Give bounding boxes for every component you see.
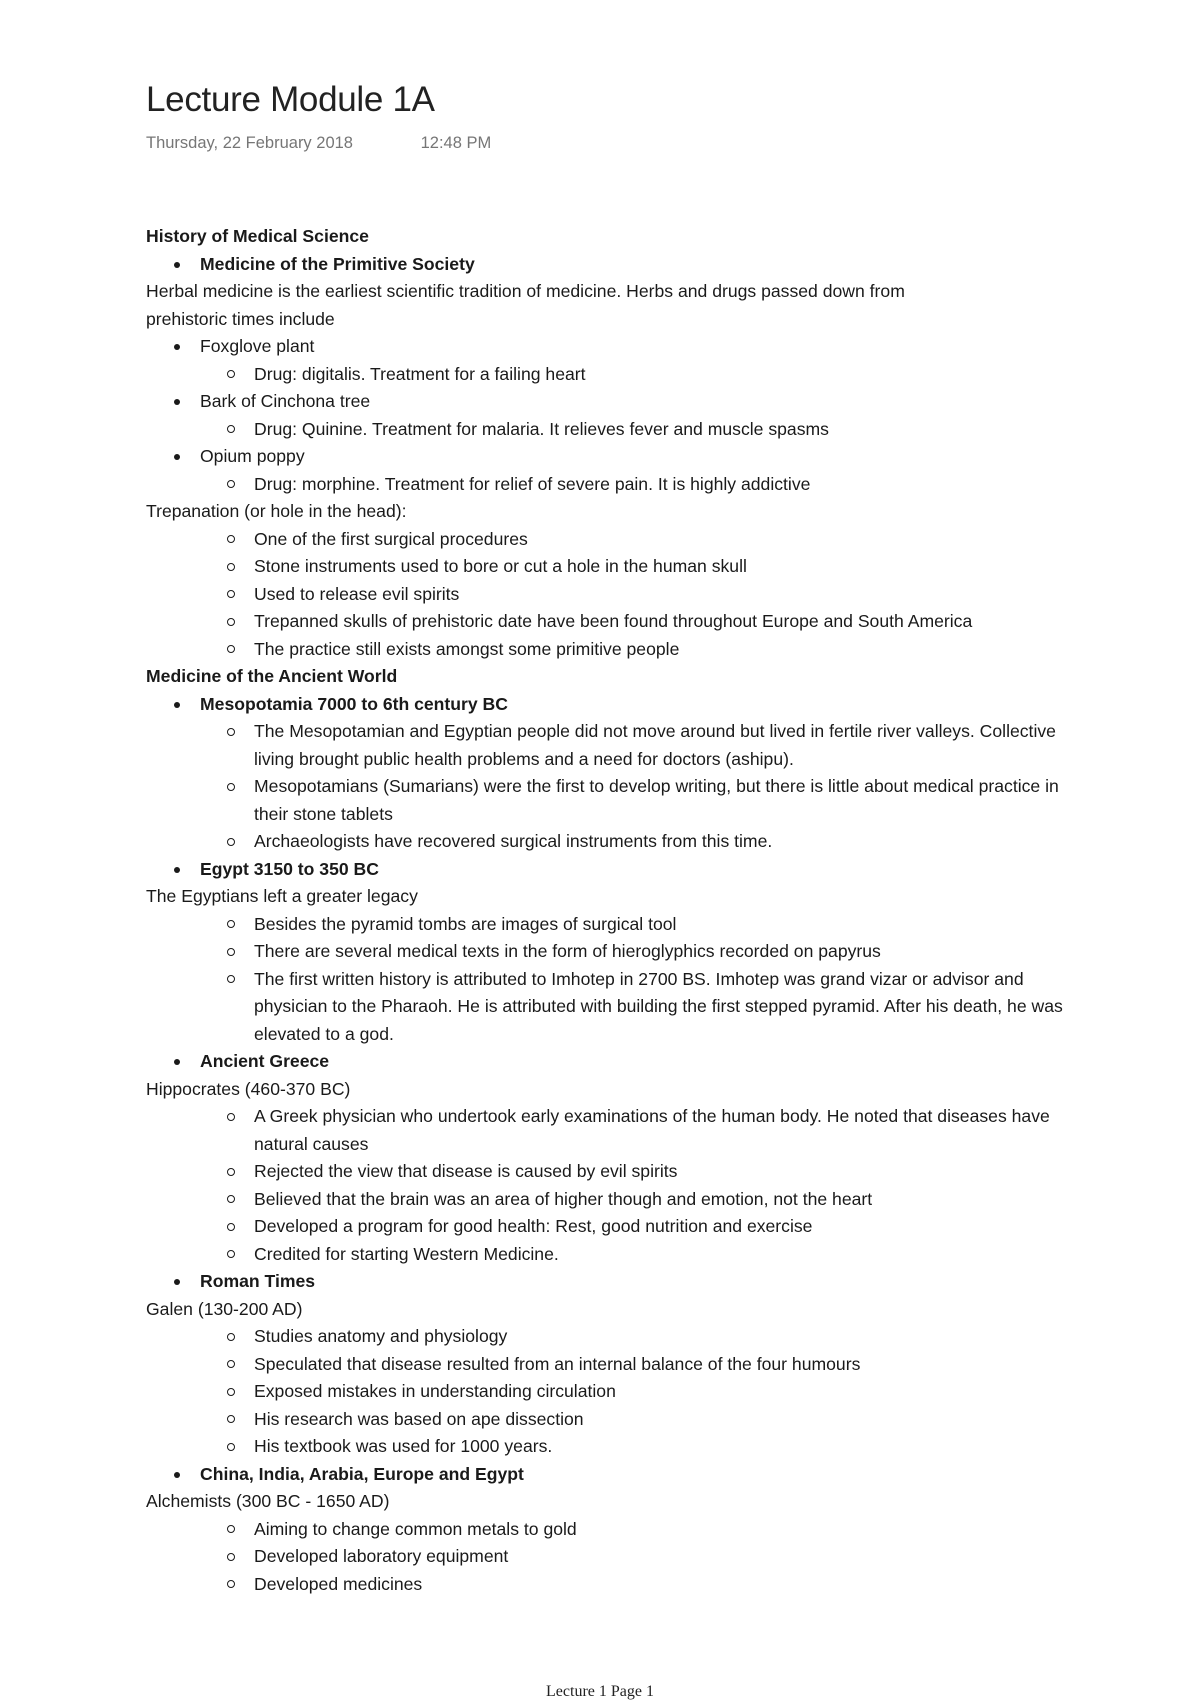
sub-bullet-item — [146, 1213, 1084, 1241]
line-text: prehistoric times include — [146, 308, 335, 329]
bullet-dot-icon — [174, 1059, 180, 1065]
sub-bullet-item — [146, 1571, 1084, 1599]
sub-bullet-item — [146, 911, 1084, 939]
line-text: Medicine of the Primitive Society — [200, 253, 475, 274]
bullet-circle-icon — [227, 783, 235, 791]
bullet-circle-icon — [227, 425, 235, 433]
line-text: The Egyptians left a greater legacy — [146, 886, 418, 906]
line-text: The first written history is attributed to Imhotep in 2700 BS. Imhotep was grand vizar or advisor and physician to the Pharaoh. He is attributed with building the first stepped pyramid. After his death, he was elevated to a god. — [254, 968, 1063, 1044]
bullet-circle-icon — [227, 1415, 235, 1423]
sub-bullet-item — [146, 416, 1084, 444]
bullet-circle-icon — [227, 948, 235, 956]
bullet-circle-icon — [227, 1195, 235, 1203]
line-text: There are several medical texts in the form of hieroglyphics recorded on papyrus — [254, 941, 881, 961]
page-time: 12:48 PM — [420, 134, 492, 152]
line-text: One of the first surgical procedures — [254, 528, 528, 549]
paragraph-line — [146, 306, 1076, 334]
sub-bullet-item — [146, 636, 1084, 664]
sub-bullet-item — [146, 718, 1084, 773]
sub-bullet-item — [146, 1241, 1084, 1269]
sub-bullet-item — [146, 1433, 1084, 1461]
bullet-circle-icon — [227, 1250, 235, 1258]
sub-bullet-item — [146, 773, 1084, 828]
bullet-circle-icon — [227, 1388, 235, 1396]
line-text: China, India, Arabia, Europe and Egypt — [200, 1463, 524, 1484]
bullet-dot-icon — [174, 1279, 180, 1285]
sub-bullet-item — [146, 1351, 1084, 1379]
bullet-circle-icon — [227, 480, 235, 488]
line-text: Credited for starting Western Medicine. — [254, 1243, 559, 1264]
note-body — [146, 223, 1076, 1598]
paragraph-line — [146, 1076, 1076, 1104]
line-text: History of Medical Science — [146, 226, 369, 246]
bullet-item — [146, 1268, 1076, 1296]
sub-bullet-item — [146, 581, 1084, 609]
line-text: Stone instruments used to bore or cut a hole in the human skull — [254, 556, 747, 576]
paragraph-line — [146, 223, 1076, 251]
bullet-circle-icon — [227, 728, 235, 736]
line-text: Bark of Cinchona tree — [200, 391, 371, 411]
line-text: Foxglove plant — [200, 336, 315, 356]
bullet-item — [146, 333, 1076, 361]
sub-bullet-item — [146, 1158, 1084, 1186]
line-text: Mesopotamia 7000 to 6th century BC — [200, 693, 508, 714]
page-footer: Lecture 1 Page 1 — [546, 1683, 654, 1700]
line-text: Drug: morphine. Treatment for relief of severe pain. It is highly addictive — [254, 473, 811, 494]
bullet-dot-icon — [174, 702, 180, 708]
bullet-item — [146, 443, 1076, 471]
sub-bullet-item — [146, 471, 1084, 499]
bullet-circle-icon — [227, 1168, 235, 1176]
line-text: Galen (130-200 AD) — [146, 1298, 303, 1319]
line-text: Studies anatomy and physiology — [254, 1326, 508, 1346]
sub-bullet-item — [146, 608, 1084, 636]
sub-bullet-item — [146, 553, 1084, 581]
line-text: The Mesopotamian and Egyptian people did not move around but lived in fertile river valleys. Collective living brought public health problems and a need for doctors (ashipu). — [254, 721, 1056, 769]
bullet-circle-icon — [227, 1113, 235, 1121]
bullet-dot-icon — [174, 399, 180, 405]
bullet-item — [146, 1461, 1076, 1489]
bullet-circle-icon — [227, 1580, 235, 1588]
sub-bullet-item — [146, 828, 1084, 856]
line-text: Aiming to change common metals to gold — [254, 1518, 577, 1539]
sub-bullet-item — [146, 966, 1084, 1049]
page-meta — [146, 132, 1076, 154]
sub-bullet-item — [146, 1323, 1084, 1351]
paragraph-line — [146, 498, 1076, 526]
paragraph-line — [146, 1296, 1076, 1324]
line-text: Opium poppy — [200, 446, 305, 466]
page-content — [146, 80, 1076, 1598]
line-text: Roman Times — [200, 1271, 316, 1291]
line-text: Alchemists (300 BC - 1650 AD) — [146, 1491, 390, 1511]
sub-bullet-item — [146, 938, 1084, 966]
line-text: Hippocrates (460-370 BC) — [146, 1078, 351, 1099]
sub-bullet-item — [146, 1186, 1084, 1214]
paragraph-line — [146, 278, 1076, 306]
line-text: Besides the pyramid tombs are images of surgical tool — [254, 913, 677, 934]
line-text: Drug: Quinine. Treatment for malaria. It relieves fever and muscle spasms — [254, 418, 829, 439]
bullet-dot-icon — [174, 867, 180, 873]
paragraph-line — [146, 663, 1076, 691]
bullet-circle-icon — [227, 1553, 235, 1561]
line-text: The practice still exists amongst some primitive people — [254, 638, 680, 659]
line-text: Exposed mistakes in understanding circulation — [254, 1381, 616, 1401]
bullet-circle-icon — [227, 1333, 235, 1341]
sub-bullet-item — [146, 1378, 1084, 1406]
sub-bullet-item — [146, 1103, 1084, 1158]
line-text: Developed a program for good health: Rest, good nutrition and exercise — [254, 1216, 813, 1236]
line-text: Trepanned skulls of prehistoric date have been found throughout Europe and South America — [254, 611, 973, 631]
bullet-item — [146, 388, 1076, 416]
bullet-circle-icon — [227, 590, 235, 598]
page-title: Lecture Module 1A — [146, 80, 435, 119]
line-text: Drug: digitalis. Treatment for a failing heart — [254, 363, 586, 384]
line-text: His research was based on ape dissection — [254, 1408, 584, 1429]
bullet-circle-icon — [227, 535, 235, 543]
bullet-item — [146, 251, 1076, 279]
sub-bullet-item — [146, 361, 1084, 389]
bullet-circle-icon — [227, 618, 235, 626]
line-text: Ancient Greece — [200, 1051, 330, 1071]
line-text: Mesopotamians (Sumarians) were the first to develop writing, but there is little about medical practice in their stone tablets — [254, 776, 1059, 824]
bullet-circle-icon — [227, 370, 235, 378]
line-text: Egypt 3150 to 350 BC — [200, 858, 379, 879]
bullet-dot-icon — [174, 262, 180, 268]
line-text: Medicine of the Ancient World — [146, 666, 398, 686]
bullet-circle-icon — [227, 920, 235, 928]
paragraph-line — [146, 883, 1076, 911]
bullet-circle-icon — [227, 645, 235, 653]
bullet-item — [146, 1048, 1076, 1076]
line-text: Developed laboratory equipment — [254, 1546, 509, 1566]
bullet-item — [146, 856, 1076, 884]
line-text: Rejected the view that disease is caused by evil spirits — [254, 1161, 678, 1181]
bullet-circle-icon — [227, 1443, 235, 1451]
line-text: Trepanation (or hole in the head): — [146, 501, 407, 521]
bullet-dot-icon — [174, 1472, 180, 1478]
line-text: Speculated that disease resulted from an internal balance of the four humours — [254, 1353, 861, 1374]
bullet-circle-icon — [227, 1360, 235, 1368]
line-text: Used to release evil spirits — [254, 583, 460, 604]
bullet-circle-icon — [227, 563, 235, 571]
bullet-dot-icon — [174, 344, 180, 350]
page-date: Thursday, 22 February 2018 — [146, 134, 353, 152]
line-text: A Greek physician who undertook early examinations of the human body. He noted that diseases have natural causes — [254, 1106, 1050, 1154]
sub-bullet-item — [146, 1406, 1084, 1434]
line-text: His textbook was used for 1000 years. — [254, 1436, 553, 1456]
sub-bullet-item — [146, 526, 1084, 554]
bullet-circle-icon — [227, 1223, 235, 1231]
sub-bullet-item — [146, 1543, 1084, 1571]
bullet-item — [146, 691, 1076, 719]
line-text: Herbal medicine is the earliest scientific tradition of medicine. Herbs and drugs passed down from — [146, 281, 905, 301]
bullet-dot-icon — [174, 454, 180, 460]
sub-bullet-item — [146, 1516, 1084, 1544]
paragraph-line — [146, 1488, 1076, 1516]
bullet-circle-icon — [227, 1525, 235, 1533]
line-text: Believed that the brain was an area of higher though and emotion, not the heart — [254, 1188, 873, 1209]
bullet-circle-icon — [227, 975, 235, 983]
line-text: Archaeologists have recovered surgical instruments from this time. — [254, 831, 773, 851]
bullet-circle-icon — [227, 838, 235, 846]
line-text: Developed medicines — [254, 1573, 423, 1594]
